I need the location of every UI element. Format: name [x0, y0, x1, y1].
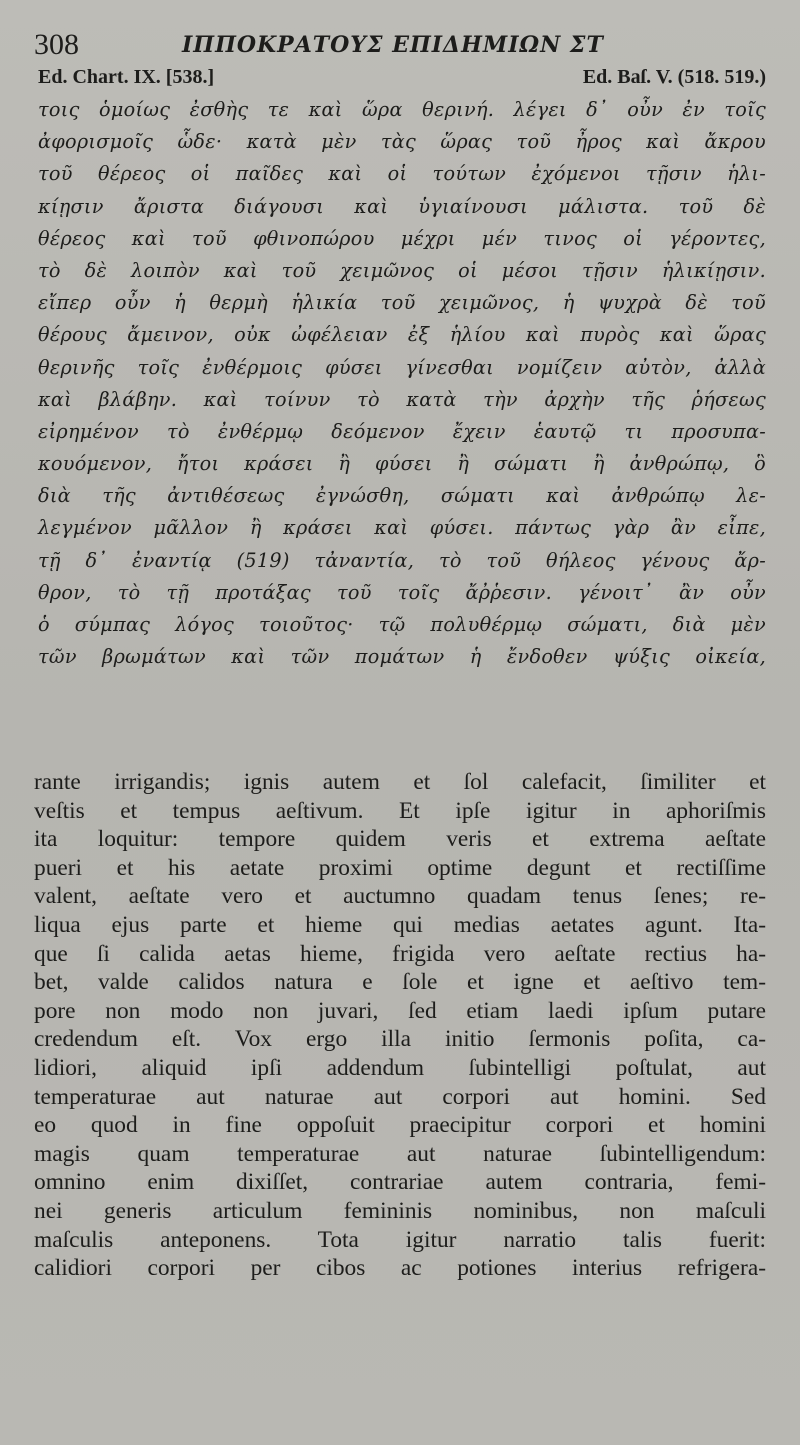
greek-line: ὁ σύμπας λόγος τοιοῦτος· τῷ πολυθέρμῳ σώματι, διὰ μὲν: [38, 613, 766, 636]
latin-line: omnino enim dixiſſet, contrariae autem contraria, femi-: [34, 1169, 766, 1196]
greek-line: κίῃσιν ἄριστα διάγουσι καὶ ὑγιαίνουσι μάλιστα. τοῦ δὲ: [38, 194, 766, 218]
page-number: 308: [34, 28, 79, 61]
latin-line: nei generis articulum femininis nominibus, non maſculi: [34, 1197, 766, 1224]
greek-line: τὸ δὲ λοιπὸν καὶ τοῦ χειμῶνος οἱ μέσοι τῇσιν ἡλικίῃσιν.: [38, 258, 766, 282]
latin-line: pore non modo non juvari, ſed etiam laedi ipſum putare: [34, 997, 766, 1024]
latin-line: calidiori corpori per cibos ac potiones interius refrigera-: [34, 1255, 766, 1282]
greek-line: τοῦ θέρεος οἱ παῖδες καὶ οἱ τούτων ἐχόμενοι τῇσιν ἡλι-: [38, 162, 766, 186]
greek-line: τῇ δ᾽ ἐναντίᾳ (519) τἀναντία, τὸ τοῦ θήλεος γένους ἄρ-: [38, 548, 766, 572]
latin-line: credendum eſt. Vox ergo illa initio ſermonis poſita, ca-: [34, 1026, 766, 1053]
greek-line: θρον, τὸ τῇ προτάξας τοῦ τοῖς ἄῤῥεσιν. γένοιτ᾽ ἂν οὖν: [38, 580, 766, 604]
latin-line: magis quam temperaturae aut naturae ſubintelligendum:: [34, 1140, 766, 1167]
greek-line: διὰ τῆς ἀντιθέσεως ἐγνώσθη, σώματι καὶ ἀνθρώπῳ λε-: [38, 484, 766, 508]
latin-line: pueri et his aetate proximi optime degunt et rectiſſime: [34, 854, 766, 881]
latin-line: valent, aeſtate vero et auctumno quadam tenus ſenes; re-: [34, 883, 766, 910]
greek-line: τῶν βρωμάτων καὶ τῶν πομάτων ἡ ἔνδοθεν ψύξις οἰκεία,: [38, 645, 766, 669]
latin-line: maſculis anteponens. Tota igitur narratio talis fuerit:: [34, 1226, 766, 1253]
latin-line: bet, valde calidos natura e ſole et igne et aeſtivo tem-: [34, 969, 766, 996]
running-header: [34, 26, 774, 66]
greek-line: λεγμένον μᾶλλον ἢ κράσει καὶ φύσει. πάντως γὰρ ἂν εἶπε,: [38, 516, 766, 540]
latin-line: ita loquitur: tempore quidem veris et extrema aeſtate: [34, 826, 766, 853]
running-title: ΙΠΠΟΚΡΑΤΟΥΣ ΕΠΙΔΗΜΙΩΝ ΣΤ: [182, 32, 604, 58]
latin-line: que ſi calida aetas hieme, frigida vero aeſtate rectius ha-: [34, 940, 766, 967]
greek-line: εἴπερ οὖν ἡ θερμὴ ἡλικία τοῦ χειμῶνος, ἡ ψυχρὰ δὲ τοῦ: [38, 291, 766, 315]
greek-line: τοις ὁμοίως ἐσθὴς τε καὶ ὥρα θερινή. λέγει δ᾽ οὖν ἐν τοῖς: [38, 98, 766, 121]
greek-line: καὶ βλάβην. καὶ τοίνυν τὸ κατὰ τὴν ἀρχὴν τῆς ῥήσεως: [38, 387, 766, 411]
greek-line: θέρεος καὶ τοῦ φθινοπώρου μέχρι μέν τινος οἱ γέροντες,: [38, 226, 766, 250]
greek-text-block: [38, 94, 766, 673]
latin-line: lidiori, aliquid ipſi addendum ſubintelligi poſtulat, aut: [34, 1054, 766, 1081]
latin-line: temperaturae aut naturae aut corpori aut homini. Sed: [34, 1083, 766, 1110]
edition-references: [38, 66, 766, 94]
greek-line: κουόμενον, ἤτοι κράσει ἢ φύσει ἢ σώματι ἢ ἀνθρώπῳ, ὃ: [38, 452, 766, 476]
greek-line: θερινῆς τοῖς ἐνθέρμοις φύσει γίνεσθαι νομίζειν αὐτὸν, ἀλλὰ: [38, 355, 766, 379]
latin-line: veſtis et tempus aeſtivum. Et ipſe igitur in aphoriſmis: [34, 797, 766, 824]
greek-line: ἀφορισμοῖς ὧδε· κατὰ μὲν τὰς ὥρας τοῦ ἦρος καὶ ἄκρου: [38, 130, 766, 154]
greek-line: θέρους ἄμεινον, οὐκ ὠφέλειαν ἐξ ἡλίου καὶ πυρὸς καὶ ὥρας: [38, 323, 766, 347]
edition-chartier-reference: Ed. Chart. IX. [538.]: [38, 66, 215, 88]
latin-line: liqua ejus parte et hieme qui medias aetates agunt. Ita-: [34, 911, 766, 938]
edition-basel-reference: Ed. Baſ. V. (518. 519.): [582, 66, 766, 88]
latin-line: eo quod in fine oppoſuit praecipitur corpori et homini: [34, 1112, 766, 1139]
latin-line: rante irrigandis; ignis autem et ſol calefacit, ſimiliter et: [34, 769, 766, 795]
latin-text-block: [34, 768, 766, 1283]
greek-line: εἰρημένον τὸ ἐνθέρμῳ δεόμενον ἔχειν ἑαυτῷ τι προσυπα-: [38, 419, 766, 443]
